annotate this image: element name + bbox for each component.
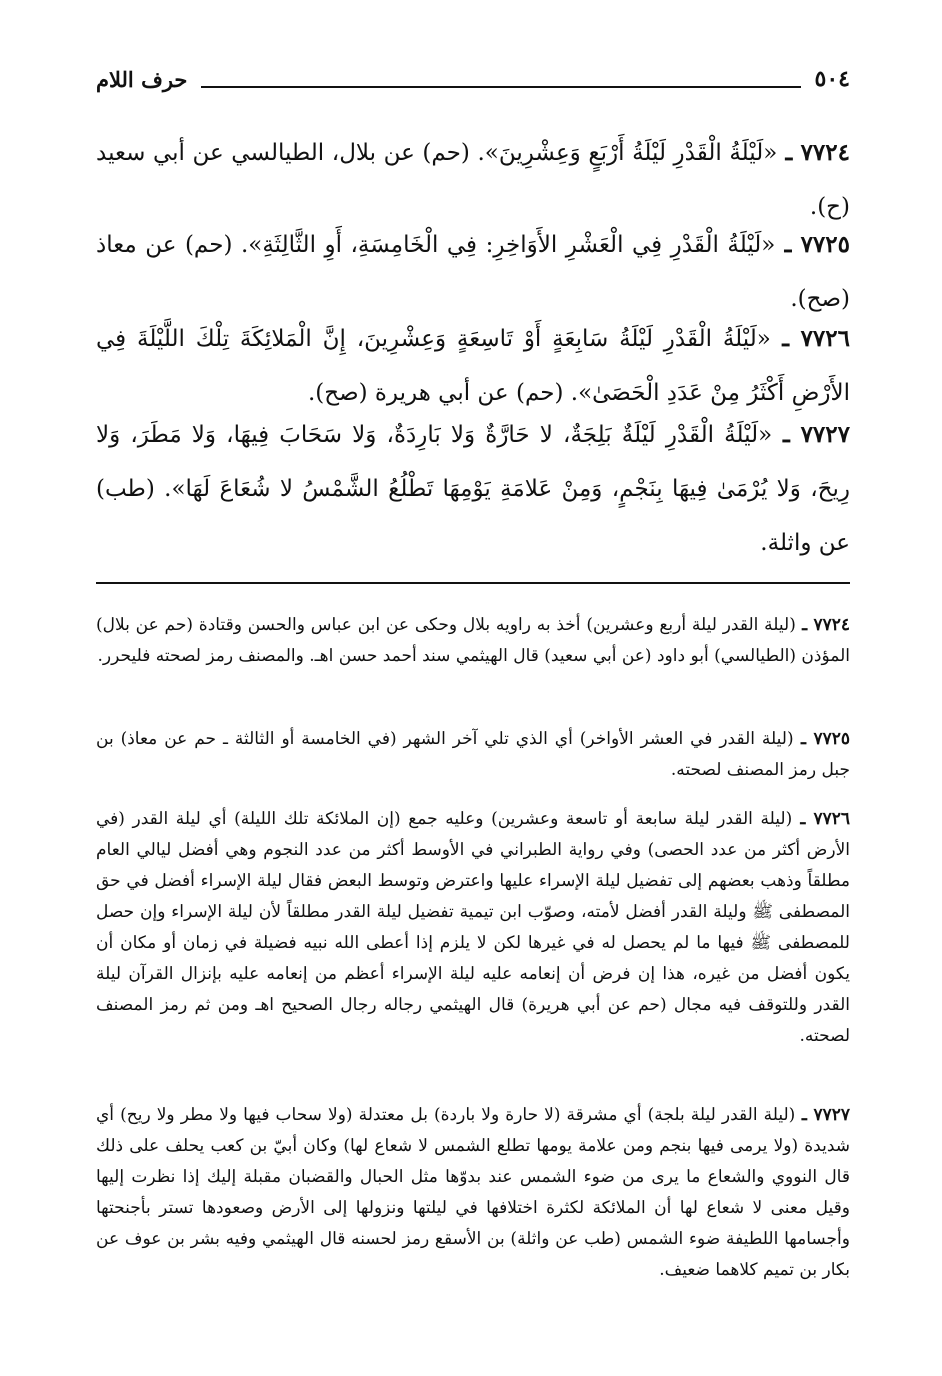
commentary-number: ٧٧٢٤ bbox=[813, 615, 850, 635]
commentary-text: (ليلة القدر ليلة أربع وعشرين) أخذ به راويه بلال وحكى عن ابن عباس والحسن وقتادة (حم عن بلال) المؤذن (الطيالسي) أبو داود (عن أبي سعيد) قال الهيثمي سند أحمد حسن اهـ. والمصنف رمز لصحته فليحرر. bbox=[96, 615, 850, 666]
commentary-number: ٧٧٢٧ bbox=[813, 1105, 850, 1125]
commentary-entry: ٧٧٢٧ ـ (ليلة القدر ليلة بلجة) أي مشرقة (لا حارة ولا باردة) بل معتدلة (ولا سحاب فيها ولا مطر ولا ريح) أي شديدة (ولا يرمى فيها بنجم ومن علامة يومها تطلع الشمس لا شعاع لها) وكان أبيّ بن كعب يحلف على ذلك قال النووي والشعاع ما يرى من ضوء الشمس عند بدوّها مثل الحبال والقضبان مقبلة إليك إذا نظرت إليها وقيل معنى لا شعاع لها أن الملائكة لكثرة اختلافها في ليلتها ونزولها إلى الأرض وصعودها تستر بأجنحتها وأجسامها اللطيفة ضوء الشمس (طب عن واثلة) بن الأسقع رمز لحسنه قال الهيثمي وفيه بشر بن عوف عن بكار بن تميم كلاهما ضعيف. bbox=[96, 1105, 850, 1280]
hadith-entry: ٧٧٢٤ ـ «لَيْلَةُ الْقَدْرِ لَيْلَةُ أَرْبَعٍ وَعِشْرِينَ». (حم) عن بلال، الطيالسي عن أبي سعيد (ح). bbox=[96, 139, 850, 220]
hadith-number: ٧٧٢٧ bbox=[800, 421, 850, 448]
hadith-number: ٧٧٢٤ bbox=[800, 139, 850, 166]
chapter-title: حرف اللام bbox=[96, 66, 188, 92]
page-number: ٥٠٤ bbox=[814, 66, 850, 92]
hadith-entry: ٧٧٢٦ ـ «لَيْلَةُ الْقَدْرِ لَيْلَةُ سَابِعَةٍ أَوْ تَاسِعَةٍ وَعِشْرِينَ، إِنَّ الْمَلائِكَةَ تِلْكَ اللَّيْلَةَ فِي الأَرْضِ أَكْثَرُ مِنْ عَدَدِ الْحَصَىٰ». (حم) عن أبي هريرة (صح). bbox=[96, 325, 850, 406]
commentary-entry: ٧٧٢٦ ـ (ليلة القدر ليلة سابعة أو تاسعة وعشرين) وعليه جمع (إن الملائكة تلك الليلة) أي ليلة القدر (في الأرض أكثر من عدد الحصى) وفي رواية الطبراني في الأوسط أكثر من عدد النجوم وهي أفضل ليالي العام مطلقاً وذهب بعضهم إلى تفضيل ليلة الإسراء عليها واعترض وتوسط البعض فقال ليلة الإسراء أفضل في حق المصطفى ﷺ وليلة القدر أفضل لأمته، وصوّب ابن تيمية تفضيل ليلة القدر مطلقاً لأن ليلة الإسراء وإن حصل للمصطفى ﷺ فيها ما لم يحصل له في غيرها لكن لا يلزم إذا أعطى الله نبيه فضيلة في زمان أو مكان أن يكون أفضل من غيره، هذا إن فرض أن إنعامه عليه ليلة الإسراء أعظم من إنعامه عليه بإنزال القرآن ليلة القدر وللتوقف فيه مجال (حم عن أبي هريرة) قال الهيثمي رجاله رجال الصحيح اهـ ومن ثم رمز المصنف لصحته. bbox=[96, 809, 850, 1046]
footnote-divider bbox=[96, 582, 850, 584]
commentary-text: (ليلة القدر ليلة بلجة) أي مشرقة (لا حارة ولا باردة) بل معتدلة (ولا سحاب فيها ولا مطر ولا ريح) أي شديدة (ولا يرمى فيها بنجم ومن علامة يومها تطلع الشمس لا شعاع لها) وكان أبيّ بن كعب يحلف على ذلك قال النووي والشعاع ما يرى من ضوء الشمس عند بدوّها مثل الحبال والقضبان مقبلة إليك إذا نظرت إليها وقيل معنى لا شعاع لها أن الملائكة لكثرة اختلافها في ليلتها ونزولها إلى الأرض وصعودها تستر بأجنحتها وأجسامها اللطيفة ضوء الشمس (طب عن واثلة) بن الأسقع رمز لحسنه قال الهيثمي وفيه بشر بن عوف عن بكار بن تميم كلاهما ضعيف. bbox=[96, 1105, 850, 1280]
hadith-number: ٧٧٢٦ bbox=[800, 325, 850, 352]
page-header bbox=[96, 62, 850, 96]
hadith-text: «لَيْلَةُ الْقَدْرِ لَيْلَةُ أَرْبَعٍ وَعِشْرِينَ». (حم) عن بلال، الطيالسي عن أبي سعيد (ح). bbox=[96, 140, 850, 220]
hadith-number: ٧٧٢٥ bbox=[800, 231, 850, 258]
hadith-entry: ٧٧٢٧ ـ «لَيْلَةُ الْقَدْرِ لَيْلَةٌ بَلِجَةٌ، لا حَارَّةٌ وَلا بَارِدَةٌ، وَلا سَحَابَ فِيهَا، وَلا مَطَرَ، وَلا رِيحَ، وَلا يُرْمَىٰ فِيهَا بِنَجْمٍ، وَمِنْ عَلامَةِ يَوْمِهَا تَطْلُعُ الشَّمْسُ لا شُعَاعَ لَهَا». (طب) عن واثلة. bbox=[96, 421, 850, 556]
commentary-entry: ٧٧٢٥ ـ (ليلة القدر في العشر الأواخر) أي الذي تلي آخر الشهر (في الخامسة أو الثالثة ـ حم عن معاذ) بن جبل رمز المصنف لصحته. bbox=[96, 729, 850, 780]
hadith-text: «لَيْلَةُ الْقَدْرِ لَيْلَةٌ بَلِجَةٌ، لا حَارَّةٌ وَلا بَارِدَةٌ، وَلا سَحَابَ فِيهَا، وَلا مَطَرَ، وَلا رِيحَ، وَلا يُرْمَىٰ فِيهَا بِنَجْمٍ، وَمِنْ عَلامَةِ يَوْمِهَا تَطْلُعُ الشَّمْسُ لا شُعَاعَ لَهَا». (طب) عن واثلة. bbox=[96, 422, 850, 556]
header-rule bbox=[201, 86, 800, 88]
commentary-number: ٧٧٢٦ bbox=[813, 809, 850, 829]
commentary-text: (ليلة القدر ليلة سابعة أو تاسعة وعشرين) وعليه جمع (إن الملائكة تلك الليلة) أي ليلة القدر (في الأرض أكثر من عدد الحصى) وفي رواية الطبراني في الأوسط أكثر من عدد النجوم وهي أفضل ليالي العام مطلقاً وذهب بعضهم إلى تفضيل ليلة الإسراء عليها واعترض وتوسط البعض فقال ليلة الإسراء أفضل في حق المصطفى ﷺ وليلة القدر أفضل لأمته، وصوّب ابن تيمية تفضيل ليلة القدر مطلقاً لأن ليلة الإسراء وإن حصل للمصطفى ﷺ فيها ما لم يحصل له في غيرها لكن لا يلزم إذا أعطى الله نبيه فضيلة في زمان أو مكان أن يكون أفضل من غيره، هذا إن فرض أن إنعامه عليه ليلة الإسراء أعظم من إنعامه عليه بإنزال القرآن ليلة القدر وللتوقف فيه مجال (حم عن أبي هريرة) قال الهيثمي رجاله رجال الصحيح اهـ ومن ثم رمز المصنف لصحته. bbox=[96, 809, 850, 1046]
hadith-text: «لَيْلَةُ الْقَدْرِ لَيْلَةُ سَابِعَةٍ أَوْ تَاسِعَةٍ وَعِشْرِينَ، إِنَّ الْمَلائِكَةَ تِلْكَ اللَّيْلَةَ فِي الأَرْضِ أَكْثَرُ مِنْ عَدَدِ الْحَصَىٰ». (حم) عن أبي هريرة (صح). bbox=[96, 326, 850, 406]
commentary-entry: ٧٧٢٤ ـ (ليلة القدر ليلة أربع وعشرين) أخذ به راويه بلال وحكى عن ابن عباس والحسن وقتادة (حم عن بلال) المؤذن (الطيالسي) أبو داود (عن أبي سعيد) قال الهيثمي سند أحمد حسن اهـ. والمصنف رمز لصحته فليحرر. bbox=[96, 615, 850, 666]
hadith-text: «لَيْلَةُ الْقَدْرِ فِي الْعَشْرِ الأَوَاخِرِ: فِي الْخَامِسَةِ، أَوِ الثَّالِثَةِ». (حم) عن معاذ (صح). bbox=[96, 232, 850, 312]
commentary-number: ٧٧٢٥ bbox=[813, 729, 850, 749]
commentary-text: (ليلة القدر في العشر الأواخر) أي الذي تلي آخر الشهر (في الخامسة أو الثالثة ـ حم عن معاذ) بن جبل رمز المصنف لصحته. bbox=[96, 729, 850, 780]
hadith-entry: ٧٧٢٥ ـ «لَيْلَةُ الْقَدْرِ فِي الْعَشْرِ الأَوَاخِرِ: فِي الْخَامِسَةِ، أَوِ الثَّالِثَةِ». (حم) عن معاذ (صح). bbox=[96, 231, 850, 312]
